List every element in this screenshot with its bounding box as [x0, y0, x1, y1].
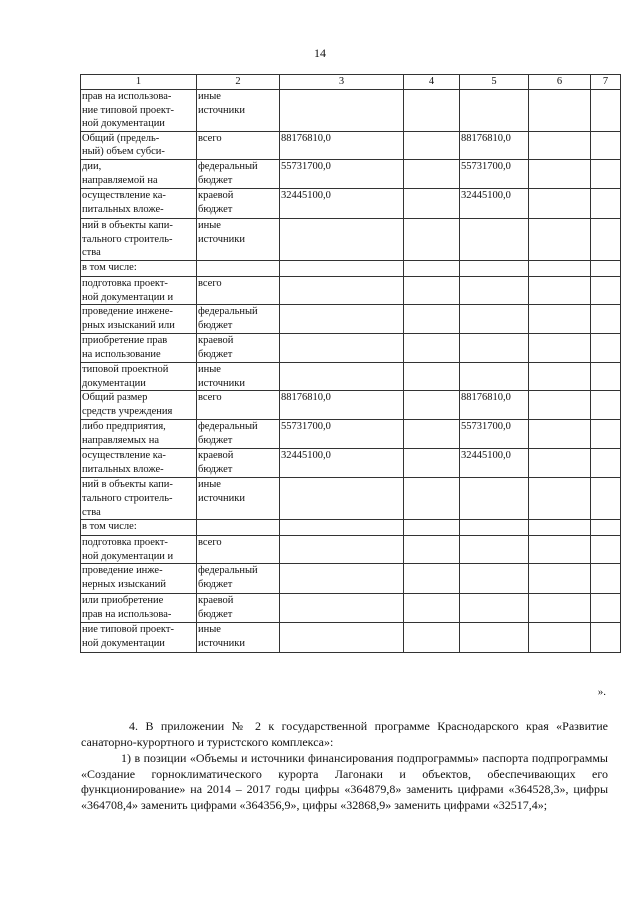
column-7-cell: [591, 188, 621, 218]
column-4-cell: [404, 478, 460, 520]
column-4-cell: [404, 623, 460, 653]
column-6-cell: [529, 536, 591, 564]
funding-source-cell: всего: [197, 536, 280, 564]
row-label-cell: или приобретение прав на использова-: [81, 594, 197, 623]
column-4-cell: [404, 276, 460, 304]
column-4-cell: [404, 449, 460, 478]
row-label-cell: проведение инжене- рных изысканий или: [81, 305, 197, 334]
page-number: 14: [314, 46, 326, 60]
column-5-value-cell: [460, 564, 529, 594]
funding-source-cell: иные источники: [197, 478, 280, 520]
column-6-cell: [529, 449, 591, 478]
column-3-value-cell: [280, 520, 404, 536]
column-7-cell: [591, 305, 621, 334]
column-3-value-cell: [280, 276, 404, 304]
column-6-cell: [529, 305, 591, 334]
column-5-value-cell: 32445100,0: [460, 188, 529, 218]
column-3-value-cell: [280, 218, 404, 260]
funding-source-cell: федеральный бюджет: [197, 564, 280, 594]
column-5-value-cell: [460, 520, 529, 536]
column-header: 1: [81, 75, 197, 90]
column-7-cell: [591, 520, 621, 536]
funding-source-cell: краевой бюджет: [197, 449, 280, 478]
row-label-cell: подготовка проект- ной документации и: [81, 276, 197, 304]
column-7-cell: [591, 623, 621, 653]
column-3-value-cell: 32445100,0: [280, 188, 404, 218]
column-3-value-cell: [280, 305, 404, 334]
funding-source-cell: всего: [197, 391, 280, 420]
column-5-value-cell: 55731700,0: [460, 159, 529, 188]
row-label-cell: Общий размер средств учреждения: [81, 391, 197, 420]
column-7-cell: [591, 594, 621, 623]
funding-source-cell: краевой бюджет: [197, 594, 280, 623]
column-7-cell: [591, 478, 621, 520]
column-5-value-cell: [460, 363, 529, 391]
column-5-value-cell: 88176810,0: [460, 391, 529, 420]
funding-source-cell: [197, 260, 280, 276]
funding-source-cell: всего: [197, 131, 280, 159]
column-5-value-cell: [460, 276, 529, 304]
column-7-cell: [591, 536, 621, 564]
table-row: [81, 536, 621, 564]
column-4-cell: [404, 131, 460, 159]
table-row: [81, 391, 621, 420]
table-row: [81, 260, 621, 276]
column-header: 3: [280, 75, 404, 90]
column-6-cell: [529, 420, 591, 449]
column-4-cell: [404, 536, 460, 564]
table-header-row: [81, 75, 621, 90]
column-4-cell: [404, 90, 460, 132]
column-6-cell: [529, 334, 591, 363]
table-row: [81, 131, 621, 159]
funding-source-cell: иные источники: [197, 218, 280, 260]
column-6-cell: [529, 520, 591, 536]
column-5-value-cell: [460, 90, 529, 132]
row-label-cell: приобретение прав на использование: [81, 334, 197, 363]
column-4-cell: [404, 564, 460, 594]
table-row: [81, 449, 621, 478]
column-6-cell: [529, 131, 591, 159]
column-3-value-cell: 88176810,0: [280, 391, 404, 420]
column-5-value-cell: [460, 218, 529, 260]
table-row: [81, 363, 621, 391]
column-6-cell: [529, 391, 591, 420]
column-4-cell: [404, 188, 460, 218]
paragraph-amendment-4-item-1: 1) в позиции «Объемы и источники финансирования подпрограммы» паспорта подпрограммы «Создание горноклиматического курорта Лагонаки и объектов, обеспечивающих его функционирование» на 2014 – 2017 годы цифры «364879,8» заменить цифрами «364528,3», цифры «364708,4» заменить цифрами «364356,9», цифры «32868,9» заменить цифрами «32517,4»;: [81, 751, 608, 812]
column-3-value-cell: [280, 260, 404, 276]
column-5-value-cell: [460, 305, 529, 334]
funding-source-cell: [197, 520, 280, 536]
column-4-cell: [404, 334, 460, 363]
column-5-value-cell: [460, 536, 529, 564]
row-label-cell: прав на использова- ние типовой проект- ной документации: [81, 90, 197, 132]
column-6-cell: [529, 594, 591, 623]
column-5-value-cell: [460, 478, 529, 520]
column-3-value-cell: [280, 623, 404, 653]
row-label-cell: дии, направляемой на: [81, 159, 197, 188]
column-4-cell: [404, 520, 460, 536]
column-3-value-cell: 32445100,0: [280, 449, 404, 478]
column-7-cell: [591, 159, 621, 188]
table-row: [81, 478, 621, 520]
column-7-cell: [591, 90, 621, 132]
column-7-cell: [591, 334, 621, 363]
column-7-cell: [591, 564, 621, 594]
column-7-cell: [591, 391, 621, 420]
column-5-value-cell: [460, 594, 529, 623]
table-row: [81, 90, 621, 132]
column-5-value-cell: [460, 623, 529, 653]
column-4-cell: [404, 594, 460, 623]
row-label-cell: осуществление ка- питальных вложе-: [81, 188, 197, 218]
column-5-value-cell: 55731700,0: [460, 420, 529, 449]
table-row: [81, 334, 621, 363]
column-3-value-cell: [280, 536, 404, 564]
table-row: [81, 218, 621, 260]
column-7-cell: [591, 131, 621, 159]
table-row: [81, 520, 621, 536]
row-label-cell: проведение инже- нерных изысканий: [81, 564, 197, 594]
table-row: [81, 159, 621, 188]
funding-source-cell: федеральный бюджет: [197, 305, 280, 334]
column-7-cell: [591, 260, 621, 276]
paragraph-amendment-4: 4. В приложении № 2 к государственной программе Краснодарского края «Развитие санаторно-курортного и туристского комплекса»:: [81, 719, 608, 749]
row-label-cell: подготовка проект- ной документации и: [81, 536, 197, 564]
row-label-cell: в том числе:: [81, 260, 197, 276]
column-5-value-cell: [460, 260, 529, 276]
column-4-cell: [404, 305, 460, 334]
row-label-cell: либо предприятия, направляемых на: [81, 420, 197, 449]
column-4-cell: [404, 391, 460, 420]
column-7-cell: [591, 420, 621, 449]
row-label-cell: ний в объекты капи- тального строитель- ства: [81, 218, 197, 260]
column-7-cell: [591, 218, 621, 260]
table-row: [81, 305, 621, 334]
column-3-value-cell: 55731700,0: [280, 159, 404, 188]
funding-source-cell: иные источники: [197, 90, 280, 132]
funding-source-cell: всего: [197, 276, 280, 304]
column-4-cell: [404, 420, 460, 449]
column-6-cell: [529, 276, 591, 304]
table-row: [81, 420, 621, 449]
column-7-cell: [591, 276, 621, 304]
funding-source-cell: федеральный бюджет: [197, 420, 280, 449]
column-header: 5: [460, 75, 529, 90]
table-row: [81, 276, 621, 304]
column-6-cell: [529, 363, 591, 391]
column-6-cell: [529, 478, 591, 520]
funding-source-cell: краевой бюджет: [197, 334, 280, 363]
row-label-cell: ний в объекты капи- тального строитель- ства: [81, 478, 197, 520]
column-6-cell: [529, 90, 591, 132]
column-3-value-cell: [280, 90, 404, 132]
column-3-value-cell: [280, 564, 404, 594]
funding-source-cell: иные источники: [197, 363, 280, 391]
column-6-cell: [529, 218, 591, 260]
row-label-cell: в том числе:: [81, 520, 197, 536]
closing-quote-mark: ».: [597, 686, 606, 698]
column-3-value-cell: 55731700,0: [280, 420, 404, 449]
column-3-value-cell: 88176810,0: [280, 131, 404, 159]
column-7-cell: [591, 363, 621, 391]
column-6-cell: [529, 159, 591, 188]
funding-source-cell: краевой бюджет: [197, 188, 280, 218]
funding-source-cell: иные источники: [197, 623, 280, 653]
column-header: 4: [404, 75, 460, 90]
column-4-cell: [404, 260, 460, 276]
column-7-cell: [591, 449, 621, 478]
row-label-cell: Общий (предель- ный) объем субси-: [81, 131, 197, 159]
column-5-value-cell: 32445100,0: [460, 449, 529, 478]
table-row: [81, 564, 621, 594]
table-row: [81, 188, 621, 218]
table-row: [81, 623, 621, 653]
table-row: [81, 594, 621, 623]
row-label-cell: осуществление ка- питальных вложе-: [81, 449, 197, 478]
column-header: 2: [197, 75, 280, 90]
column-4-cell: [404, 363, 460, 391]
column-6-cell: [529, 188, 591, 218]
column-6-cell: [529, 260, 591, 276]
funding-source-cell: федеральный бюджет: [197, 159, 280, 188]
funding-table: [80, 74, 621, 653]
row-label-cell: ние типовой проект- ной документации: [81, 623, 197, 653]
column-5-value-cell: 88176810,0: [460, 131, 529, 159]
column-4-cell: [404, 218, 460, 260]
row-label-cell: типовой проектной документации: [81, 363, 197, 391]
column-6-cell: [529, 564, 591, 594]
column-3-value-cell: [280, 478, 404, 520]
column-5-value-cell: [460, 334, 529, 363]
column-header: 7: [591, 75, 621, 90]
column-3-value-cell: [280, 334, 404, 363]
column-4-cell: [404, 159, 460, 188]
column-6-cell: [529, 623, 591, 653]
column-3-value-cell: [280, 594, 404, 623]
column-3-value-cell: [280, 363, 404, 391]
column-header: 6: [529, 75, 591, 90]
